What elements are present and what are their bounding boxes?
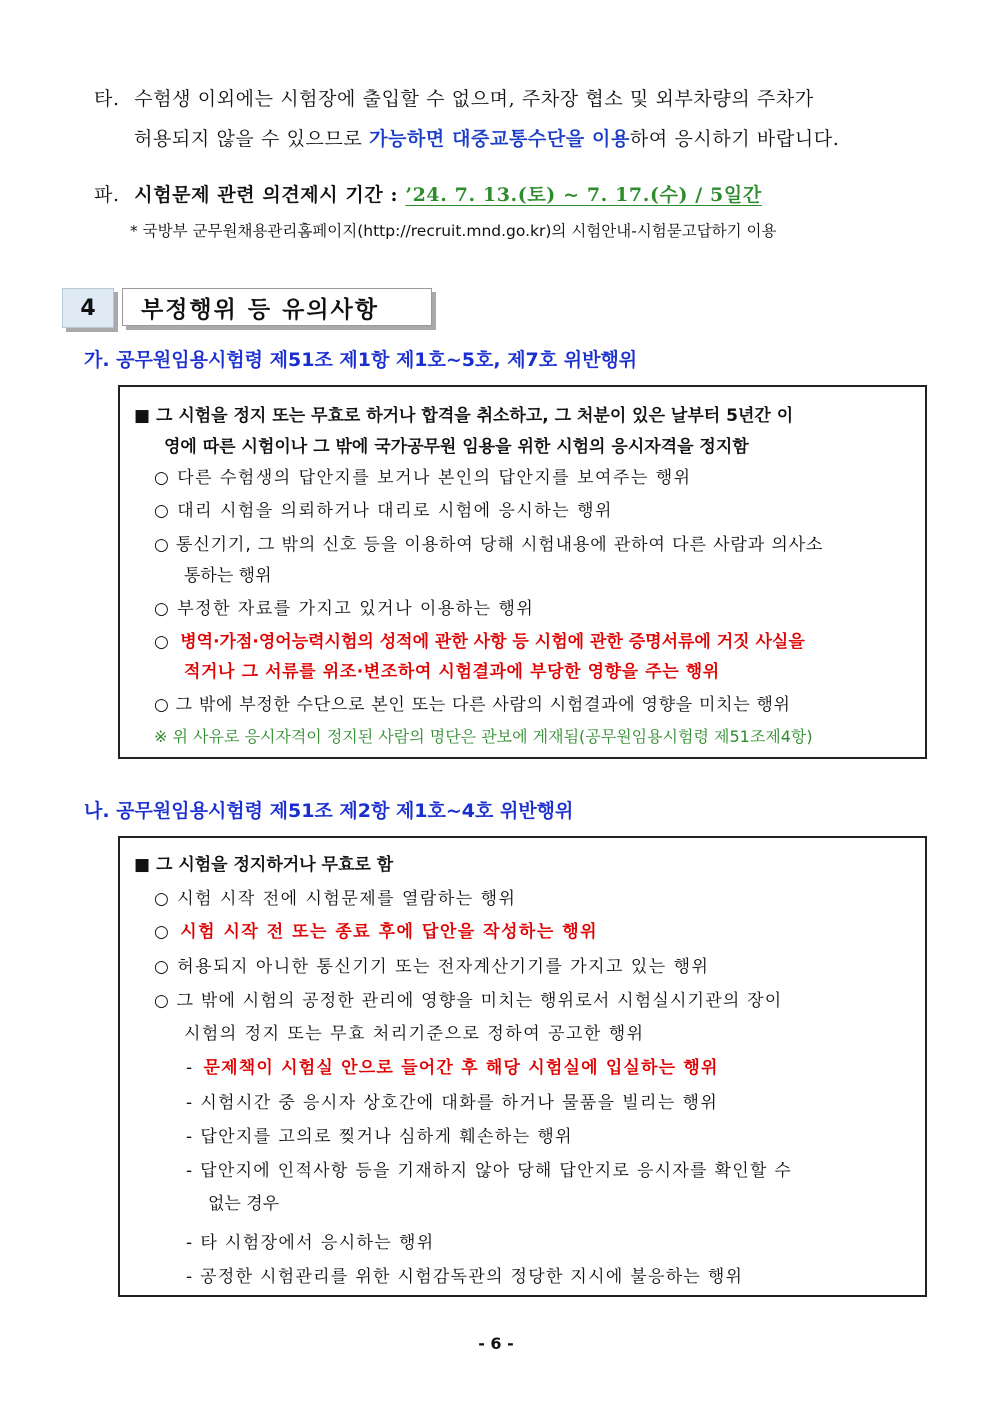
ga-note: ※ 위 사유로 응시자격이 정지된 사람의 명단은 관보에 게재됨(공무원임용시험령 제51조제4항) bbox=[154, 727, 813, 746]
ga-item-3b: 통하는 행위 bbox=[184, 566, 272, 586]
ga-item-1: ○ 다른 수험생의 답안지를 보거나 본인의 답안지를 보여주는 행위 bbox=[154, 468, 692, 488]
ga-item-5a bbox=[154, 627, 805, 652]
na-item-4a: ○ 그 밖에 시험의 공정한 관리에 영향을 미치는 행위로서 시험실시기관의 장이 bbox=[154, 991, 783, 1011]
na-sub-1 bbox=[186, 1053, 719, 1078]
item-pa-note: * 국방부 군무원채용관리홈페이지(http://recruit.mnd.go.kr)의 시험안내-시험묻고답하기 이용 bbox=[130, 222, 777, 240]
na-item-1: ○ 시험 시작 전에 시험문제를 열람하는 행위 bbox=[154, 889, 517, 909]
ga-item-3a: ○ 통신기기, 그 밖의 신호 등을 이용하여 당해 시험내용에 관하여 다른 사람과 의사소 bbox=[154, 535, 824, 555]
item-ta-text: 수험생 이외에는 시험장에 출입할 수 없으며, 주차장 협소 및 외부차량의 주차가 bbox=[134, 88, 814, 110]
na-item-2-text: 시험 시작 전 또는 종료 후에 답안을 작성하는 행위 bbox=[180, 922, 599, 942]
ga-lead-line1: ■ 그 시험을 정지 또는 무효로 하거나 합격을 취소하고, 그 처분이 있은 날부터 5년간 이 bbox=[134, 406, 794, 426]
na-item-2 bbox=[154, 917, 598, 942]
na-item-4b: 시험의 정지 또는 무효 처리기준으로 정하여 공고한 행위 bbox=[184, 1024, 645, 1044]
ga-lead-line2: 영에 따른 시험이나 그 밖에 국가공무원 임용을 위한 시험의 응시자격을 정지함 bbox=[164, 437, 749, 457]
na-sub-2: - 시험시간 중 응시자 상호간에 대화를 하거나 물품을 빌리는 행위 bbox=[186, 1093, 719, 1113]
item-ta-line2 bbox=[134, 124, 839, 151]
na-item-2-marker: ○ bbox=[154, 922, 169, 942]
na-lead: ■ 그 시험을 정지하거나 무효로 함 bbox=[134, 855, 394, 875]
ga-item-5-marker: ○ bbox=[154, 632, 169, 652]
na-sub-1-marker: - bbox=[186, 1058, 193, 1078]
page-number: - 6 - bbox=[478, 1334, 514, 1353]
item-pa-line bbox=[94, 180, 762, 207]
section-number: 4 bbox=[62, 288, 114, 328]
section-title: 부정행위 등 유의사항 bbox=[122, 288, 432, 326]
ga-item-2: ○ 대리 시험을 의뢰하거나 대리로 시험에 응시하는 행위 bbox=[154, 501, 613, 521]
ga-item-6: ○ 그 밖에 부정한 수단으로 본인 또는 다른 사람의 시험결과에 영향을 미치는 행위 bbox=[154, 695, 791, 715]
heading-ga: 가. 공무원임용시험령 제51조 제1항 제1호~5호, 제7호 위반행위 bbox=[84, 349, 638, 371]
item-ta-highlight: 가능하면 대중교통수단을 이용 bbox=[369, 128, 630, 150]
na-item-3: ○ 허용되지 아니한 통신기기 또는 전자계산기기를 가지고 있는 행위 bbox=[154, 957, 710, 977]
ga-item-4: ○ 부정한 자료를 가지고 있거나 이용하는 행위 bbox=[154, 599, 535, 619]
heading-na: 나. 공무원임용시험령 제51조 제2항 제1호~4호 위반행위 bbox=[84, 800, 574, 822]
na-sub-6: - 공정한 시험관리를 위한 시험감독관의 정당한 지시에 불응하는 행위 bbox=[186, 1267, 744, 1287]
ga-item-5b: 적거나 그 서류를 위조·변조하여 시험결과에 부당한 영향을 주는 행위 bbox=[184, 662, 720, 682]
item-ta-line2-post: 하여 응시하기 바랍니다. bbox=[629, 128, 840, 150]
item-pa-marker: 파. bbox=[94, 184, 120, 206]
item-pa-label: 시험문제 관련 의견제시 기간 : bbox=[134, 184, 406, 206]
item-pa-period: ’24. 7. 13.(토) ~ 7. 17.(수) / 5일간 bbox=[405, 184, 762, 206]
ga-item-5a-text: 병역·가점·영어능력시험의 성적에 관한 사항 등 시험에 관한 증명서류에 거짓 사실을 bbox=[180, 632, 805, 652]
na-sub-1-text: 문제책이 시험실 안으로 들어간 후 해당 시험실에 입실하는 행위 bbox=[203, 1058, 719, 1078]
item-ta-line1 bbox=[94, 84, 814, 111]
na-sub-3: - 답안지를 고의로 찢거나 심하게 훼손하는 행위 bbox=[186, 1127, 573, 1147]
na-sub-4b: 없는 경우 bbox=[208, 1194, 280, 1214]
item-ta-line2-pre: 허용되지 않을 수 있으므로 bbox=[134, 128, 370, 150]
na-sub-5: - 타 시험장에서 응시하는 행위 bbox=[186, 1233, 435, 1253]
item-ta-marker: 타. bbox=[94, 88, 120, 110]
na-sub-4a: - 답안지에 인적사항 등을 기재하지 않아 당해 답안지로 응시자를 확인할 수 bbox=[186, 1161, 793, 1181]
